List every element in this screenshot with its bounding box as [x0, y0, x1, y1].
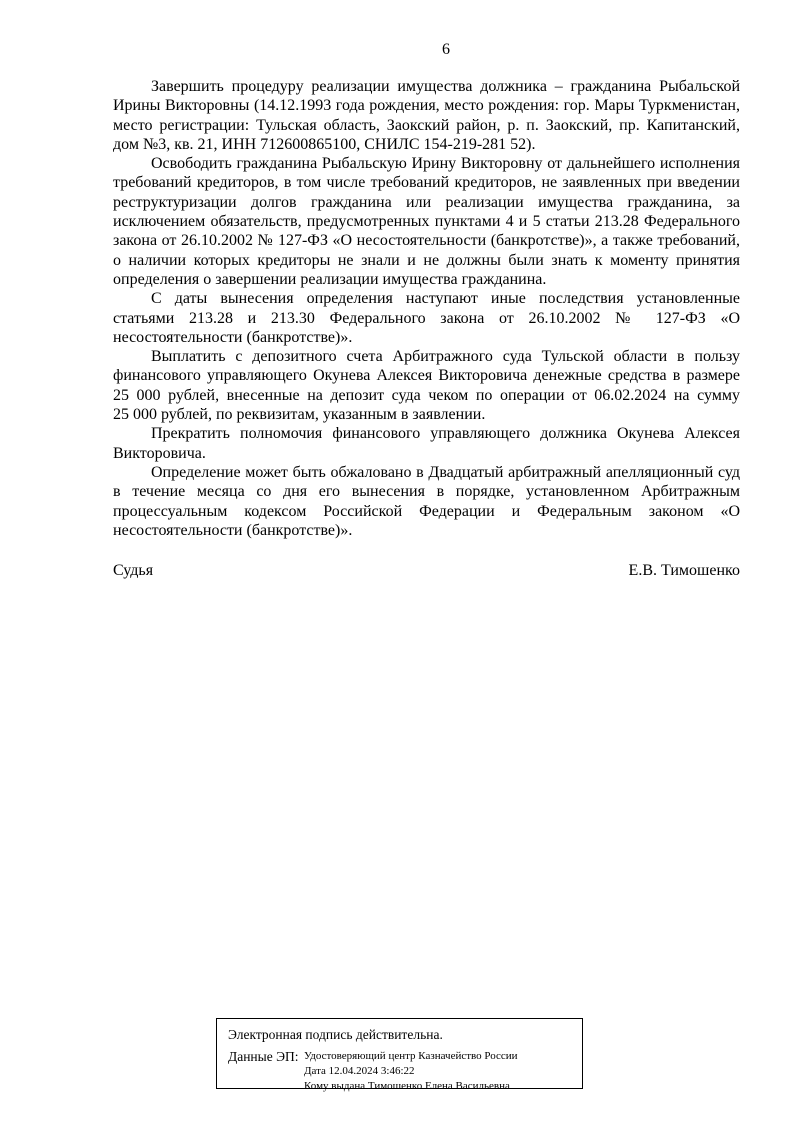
- esignature-stamp: [216, 1018, 583, 1092]
- stamp-validity-line: Электронная подпись действительна.: [228, 1027, 443, 1042]
- signature-role: Судья: [113, 562, 154, 580]
- signature-row: [113, 561, 740, 580]
- signature-name: Е.В. Тимошенко: [628, 562, 740, 580]
- page-number: 6: [442, 41, 450, 58]
- stamp-data-label: Данные ЭП:: [228, 1049, 299, 1064]
- stamp-data-row: [228, 1049, 574, 1094]
- stamp-detail-date: Дата 12.04.2024 3:46:22: [304, 1065, 415, 1077]
- paragraph-consequences: С даты вынесения определения наступают иные последствия установленные статьями 213.28 и 213.30 Федерального закона от 26.10.2002 № 127-ФЗ «О несостоятельности (банкротстве)».: [113, 290, 740, 346]
- paragraph-terminate-powers: Прекратить полномочия финансового управляющего должника Окунева Алексея Викторовича.: [113, 425, 740, 462]
- stamp-details: [304, 1049, 518, 1094]
- stamp-detail-certifying-center: Удостоверяющий центр Казначейство России: [304, 1050, 518, 1062]
- paragraph-complete-realization: Завершить процедуру реализации имущества должника – гражданина Рыбальской Ирины Викторовны (14.12.1993 года рождения, место рождения: гор. Мары Туркменистан, место регистрации: Тульская область, Заокский район, р. п. Заокский, пр. Капитанский, дом №3, кв. 21, ИНН 712600865100, СНИЛС 154-219-281 52).: [113, 78, 740, 153]
- paragraph-payment-from-deposit: Выплатить с депозитного счета Арбитражного суда Тульской области в пользу финансового управляющего Окунева Алексея Викторовича денежные средства в размере 25 000 рублей, внесенные на депозит суда чеком по операции от 06.02.2024 на сумму 25 000 рублей, по реквизитам, указанным в заявлении.: [113, 348, 740, 424]
- ruling-body-text: [113, 77, 740, 580]
- paragraph-appeal-procedure: Определение может быть обжаловано в Двадцатый арбитражный апелляционный суд в течение месяца со дня его вынесения в порядке, установленном Арбитражным процессуальным кодексом Российской Федерации и Федеральным законом «О несостоятельности (банкротстве)».: [113, 463, 740, 539]
- stamp-detail-issued-to: Кому выдана Тимошенко Елена Васильевна: [304, 1080, 510, 1092]
- paragraph-release-from-claims: Освободить гражданина Рыбальскую Ирину Викторовну от дальнейшего исполнения требований кредиторов, в том числе требований кредиторов, не заявленных при введении реструктуризации долгов гражданина или реализации имущества гражданина, за исключением обязательств, предусмотренных пунктами 4 и 5 статьи 213.28 Федерального закона от 26.10.2002 № 127-ФЗ «О несостоятельности (банкротстве)», а также требований, о наличии которых кредиторы не знали и не должны были знать к моменту принятия определения о завершении реализации имущества гражданина.: [113, 155, 740, 288]
